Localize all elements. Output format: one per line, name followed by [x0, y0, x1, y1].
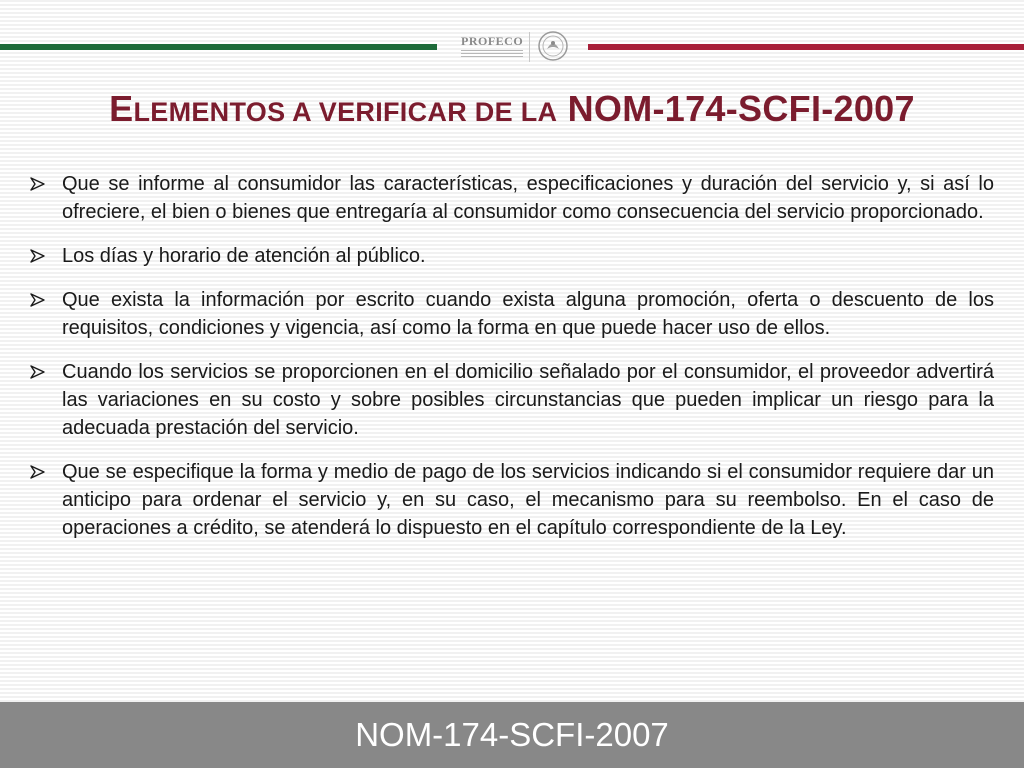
- arrow-bullet-icon: [30, 249, 46, 263]
- list-item: [30, 458, 994, 542]
- footer-norm-code: NOM-174-SCFI-2007: [355, 716, 669, 753]
- footer-bar: [0, 702, 1024, 768]
- list-item: [30, 286, 994, 342]
- arrow-bullet-icon: [30, 365, 46, 379]
- arrow-bullet-icon: [30, 293, 46, 307]
- title-initial: E: [109, 88, 134, 129]
- bullet-text: Que exista la información por escrito cuando exista alguna promoción, oferta o descuento de los requisitos, condiciones y vigencia, así como la forma en que puede hacer uso de ellos.: [62, 289, 994, 339]
- slide-title: [0, 88, 1024, 130]
- title-norm-code: NOM-174-SCFI-2007: [567, 88, 915, 129]
- header-red-bar: [588, 44, 1024, 50]
- bullet-text: Que se especifique la forma y medio de pago de los servicios indicando si el consumidor requiere dar un anticipo para ordenar el servicio y, en su caso, el mecanismo para su reembolso. En el caso de operaciones a crédito, se atenderá lo dispuesto en el capítulo correspondiente de la Ley.: [62, 461, 994, 539]
- logo-divider: [529, 32, 530, 62]
- header-logo: [455, 26, 575, 68]
- list-item: [30, 170, 994, 226]
- header-green-bar: [0, 44, 437, 50]
- bullet-text: Que se informe al consumidor las características, especificaciones y duración del servicio y, si así lo ofreciere, el bien o bienes que entregaría al consumidor como consecuencia del servicio proporcionado.: [62, 173, 994, 223]
- bullet-text: Cuando los servicios se proporcionen en el domicilio señalado por el consumidor, el proveedor advertirá las variaciones en su costo y sobre posibles circunstancias que pueden implicar un riesgo para la adecuada prestación del servicio.: [62, 361, 994, 439]
- list-item: [30, 358, 994, 442]
- list-item: [30, 242, 994, 270]
- profeco-logo-text: PROFECO: [461, 34, 524, 48]
- national-seal-icon: [537, 30, 569, 62]
- arrow-bullet-icon: [30, 465, 46, 479]
- bullet-text: Los días y horario de atención al público.: [62, 245, 426, 267]
- logo-subtitle-lines: [461, 50, 523, 58]
- title-smallcaps: LEMENTOS A VERIFICAR DE LA: [133, 97, 558, 127]
- arrow-bullet-icon: [30, 177, 46, 191]
- bullet-list: [30, 170, 994, 558]
